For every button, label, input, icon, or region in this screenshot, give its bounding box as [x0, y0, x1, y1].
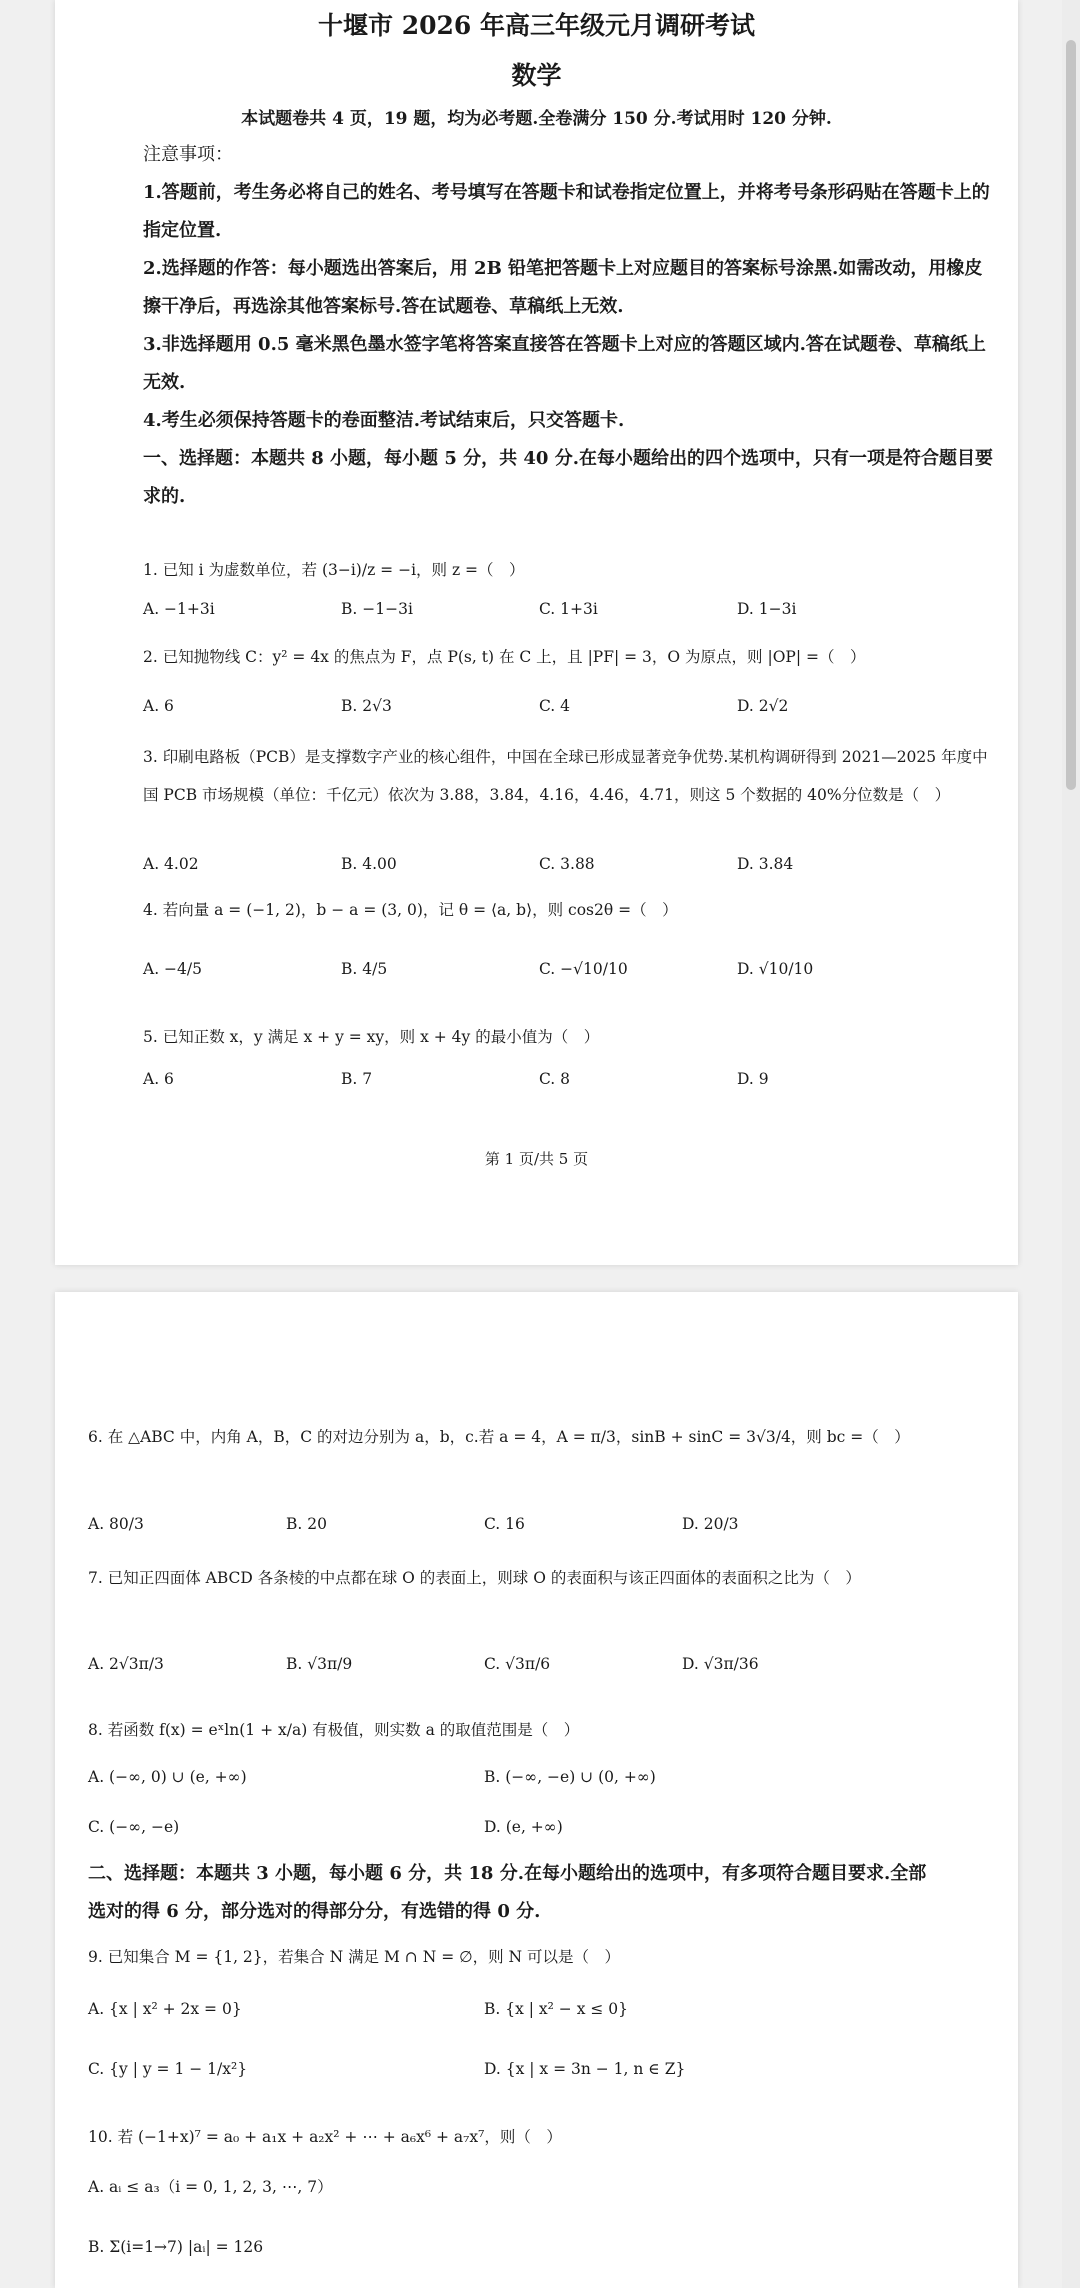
option-c: C. {y | y = 1 − 1/x²} — [88, 2060, 248, 2078]
page-footer: 第 1 页/共 5 页 — [484, 1150, 589, 1168]
option-b: B. {x | x² − x ≤ 0} — [484, 2000, 629, 2018]
option-d: D. 9 — [737, 1070, 769, 1088]
option-b: B. 20 — [286, 1515, 327, 1533]
notice-item: 1.答题前，考生务必将自己的姓名、考号填写在答题卡和试卷指定位置上，并将考号条形码贴在答题卡上的指定位置. — [143, 182, 990, 241]
option-c: C. √3π/6 — [484, 1655, 551, 1673]
option-b: B. Σ(i=1→7) |aᵢ| = 126 — [88, 2238, 264, 2256]
question-2-stem: 2. 已知抛物线 C：y² = 4x 的焦点为 F，点 P(s, t) 在 C 上，且 |PF| = 3，O 为原点，则 |OP| =（ ） — [143, 648, 866, 666]
option-b: B. 2√3 — [341, 697, 392, 715]
question-9-stem: 9. 已知集合 M = {1, 2}，若集合 N 满足 M ∩ N = ∅，则 N 可以是（ ） — [88, 1948, 621, 1966]
notice-item: 3.非选择题用 0.5 毫米黑色墨水签字笔将答案直接答在答题卡上对应的答题区域内.答在试题卷、草稿纸上无效. — [143, 334, 986, 393]
option-d: D. √10/10 — [737, 960, 814, 978]
question-8-stem: 8. 若函数 f(x) = eˣln(1 + x/a) 有极值，则实数 a 的取值范围是（ ） — [88, 1721, 580, 1739]
option-d: D. √3π/36 — [682, 1655, 759, 1673]
option-c: C. 8 — [539, 1070, 571, 1088]
option-a: A. −1+3i — [143, 600, 215, 618]
option-c: C. −√10/10 — [539, 960, 628, 978]
option-d: D. {x | x = 3n − 1, n ∈ Z} — [484, 2060, 686, 2078]
notices-heading: 注意事项： — [143, 144, 233, 165]
option-a: A. −4/5 — [143, 960, 202, 978]
section-1-heading: 一、选择题：本题共 8 小题，每小题 5 分，共 40 分.在每小题给出的四个选项中，只有一项是符合题目要求的. — [143, 448, 993, 507]
question-1-stem: 1. 已知 i 为虚数单位，若 (3−i)/z = −i，则 z =（ ） — [143, 561, 525, 579]
exam-page-1 — [55, 0, 1018, 1265]
question-7-stem: 7. 已知正四面体 ABCD 各条棱的中点都在球 O 的表面上，则球 O 的表面积与该正四面体的表面积之比为（ ） — [88, 1569, 861, 1587]
notice-item: 2.选择题的作答：每小题选出答案后，用 2B 铅笔把答题卡上对应题目的答案标号涂黑.如需改动，用橡皮擦干净后，再选涂其他答案标号.答在试题卷、草稿纸上无效. — [143, 258, 983, 317]
option-a: A. (−∞, 0) ∪ (e, +∞) — [88, 1768, 247, 1786]
question-5-stem: 5. 已知正数 x，y 满足 x + y = xy，则 x + 4y 的最小值为（ ） — [143, 1028, 600, 1046]
question-10-stem: 10. 若 (−1+x)⁷ = a₀ + a₁x + a₂x² + ⋯ + a₆x⁶ + a₇x⁷，则（ ） — [88, 2128, 562, 2146]
exam-intro: 本试题卷共 4 页，19 题，均为必考题.全卷满分 150 分.考试用时 120 分钟. — [241, 109, 832, 129]
option-b: B. 7 — [341, 1070, 373, 1088]
option-a: A. 80/3 — [88, 1515, 144, 1533]
option-a: A. 2√3π/3 — [88, 1655, 164, 1673]
question-4-stem: 4. 若向量 a = (−1, 2)，b − a = (3, 0)，记 θ = ⟨a, b⟩，则 cos2θ =（ ） — [143, 901, 678, 919]
exam-subject: 数学 — [511, 61, 562, 90]
option-c: C. 1+3i — [539, 600, 598, 618]
section-2-heading — [88, 1855, 938, 1931]
option-d: D. (e, +∞) — [484, 1818, 563, 1836]
section-2-text: 二、选择题：本题共 3 小题，每小题 6 分，共 18 分.在每小题给出的选项中，有多项符合题目要求.全部选对的得 6 分，部分选对的得部分分，有选错的得 0 分. — [88, 1863, 927, 1922]
option-b: B. (−∞, −e) ∪ (0, +∞) — [484, 1768, 656, 1786]
option-d: D. 3.84 — [737, 855, 794, 873]
option-a: A. 4.02 — [143, 855, 199, 873]
option-d: D. 20/3 — [682, 1515, 739, 1533]
option-c: C. 16 — [484, 1515, 525, 1533]
option-a: A. {x | x² + 2x = 0} — [88, 2000, 242, 2018]
option-d: D. 2√2 — [737, 697, 789, 715]
option-b: B. 4.00 — [341, 855, 397, 873]
question-6-stem: 6. 在 △ABC 中，内角 A，B，C 的对边分别为 a，b，c.若 a = 4，A = π/3，sinB + sinC = 3√3/4，则 bc =（ ） — [88, 1428, 910, 1446]
option-c: C. 4 — [539, 697, 571, 715]
option-a: A. 6 — [143, 697, 174, 715]
option-c: C. (−∞, −e) — [88, 1818, 180, 1836]
option-b: B. √3π/9 — [286, 1655, 353, 1673]
question-3-stem: 3. 印刷电路板（PCB）是支撑数字产业的核心组件，中国在全球已形成显著竞争优势.某机构调研得到 2021—2025 年度中国 PCB 市场规模（单位：千亿元）依次为 3.88，3.84，4.16，4.46，4.71，则这 5 个数据的 40%分位数是（ ） — [143, 748, 988, 804]
option-a: A. aᵢ ≤ a₃（i = 0, 1, 2, 3, ⋯, 7） — [88, 2178, 333, 2196]
option-b: B. 4/5 — [341, 960, 388, 978]
scrollbar[interactable] — [1062, 0, 1080, 2288]
notices-block — [143, 136, 993, 516]
option-d: D. 1−3i — [737, 600, 797, 618]
notice-item: 4.考生必须保持答题卡的卷面整洁.考试结束后，只交答题卡. — [143, 410, 625, 431]
option-b: B. −1−3i — [341, 600, 413, 618]
scrollbar-thumb[interactable] — [1066, 40, 1076, 790]
exam-title: 十堰市 2026 年高三年级元月调研考试 — [318, 11, 755, 40]
option-c: C. 3.88 — [539, 855, 595, 873]
option-a: A. 6 — [143, 1070, 174, 1088]
